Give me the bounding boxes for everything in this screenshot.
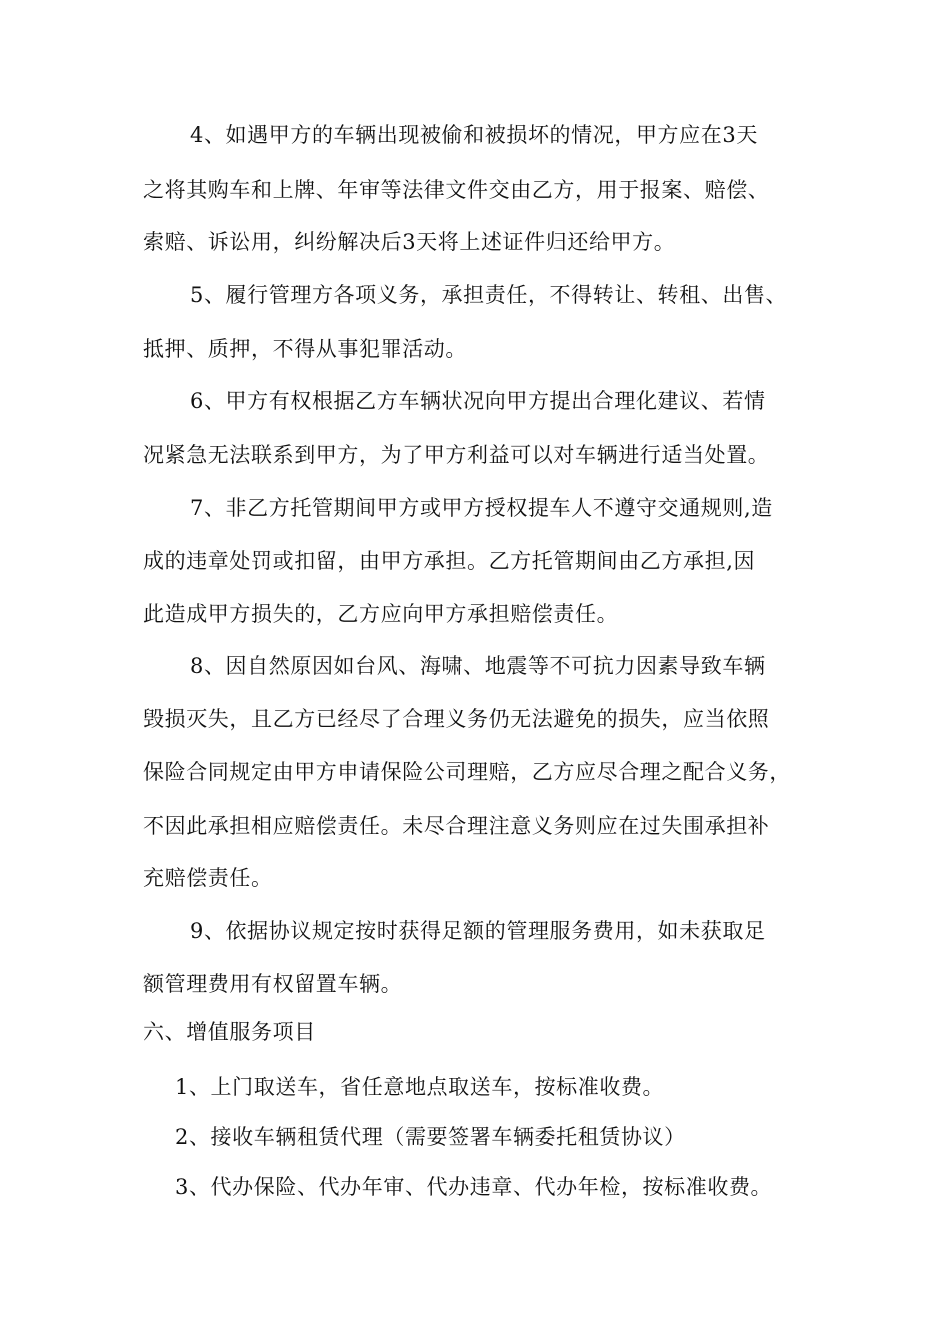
paragraph-9-line-2: 额管理费用有权留置车辆。 — [143, 972, 403, 996]
paragraph-8-line-2: 毁损灭失，且乙方已经尽了合理义务仍无法避免的损失，应当依照 — [143, 707, 770, 731]
paragraph-5-line-1: 5、履行管理方各项义务，承担责任，不得转让、转租、出售、 — [190, 283, 788, 307]
service-item-3: 3、代办保险、代办年审、代办违章、代办年检，按标准收费。 — [175, 1175, 773, 1199]
paragraph-8-line-5: 充赔偿责任。 — [143, 866, 273, 890]
service-item-1: 1、上门取送车，省任意地点取送车，按标准收费。 — [175, 1075, 665, 1099]
paragraph-8-line-4: 不因此承担相应赔偿责任。未尽合理注意义务则应在过失围承担补 — [143, 814, 770, 838]
paragraph-7-line-1: 7、非乙方托管期间甲方或甲方授权提车人不遵守交通规则,造 — [190, 496, 773, 520]
paragraph-4-line-1: 4、如遇甲方的车辆出现被偷和被损坏的情况，甲方应在3天 — [190, 123, 758, 147]
paragraph-5-line-2: 抵押、质押，不得从事犯罪活动。 — [143, 337, 467, 361]
paragraph-4-line-2: 之将其购车和上牌、年审等法律文件交由乙方，用于报案、赔偿、 — [143, 178, 770, 202]
paragraph-6-line-1: 6、甲方有权根据乙方车辆状况向甲方提出合理化建议、若情 — [190, 389, 766, 413]
paragraph-7-line-3: 此造成甲方损失的，乙方应向甲方承担赔偿责任。 — [143, 602, 619, 626]
paragraph-9-line-1: 9、依据协议规定按时获得足额的管理服务费用，如未获取足 — [190, 919, 766, 943]
paragraph-8-line-1: 8、因自然原因如台风、海啸、地震等不可抗力因素导致车辆 — [190, 654, 766, 678]
paragraph-8-line-3: 保险合同规定由甲方申请保险公司理赔，乙方应尽合理之配合义务， — [143, 760, 791, 784]
paragraph-7-line-2: 成的违章处罚或扣留，由甲方承担。乙方托管期间由乙方承担,因 — [143, 549, 756, 573]
service-item-2: 2、接收车辆租赁代理（需要签署车辆委托租赁协议） — [175, 1125, 686, 1149]
section-heading: 六、增值服务项目 — [143, 1020, 316, 1044]
paragraph-4-line-3: 索赔、诉讼用，纠纷解决后3天将上述证件归还给甲方。 — [143, 230, 676, 254]
paragraph-6-line-2: 况紧急无法联系到甲方，为了甲方利益可以对车辆进行适当处置。 — [143, 443, 770, 467]
